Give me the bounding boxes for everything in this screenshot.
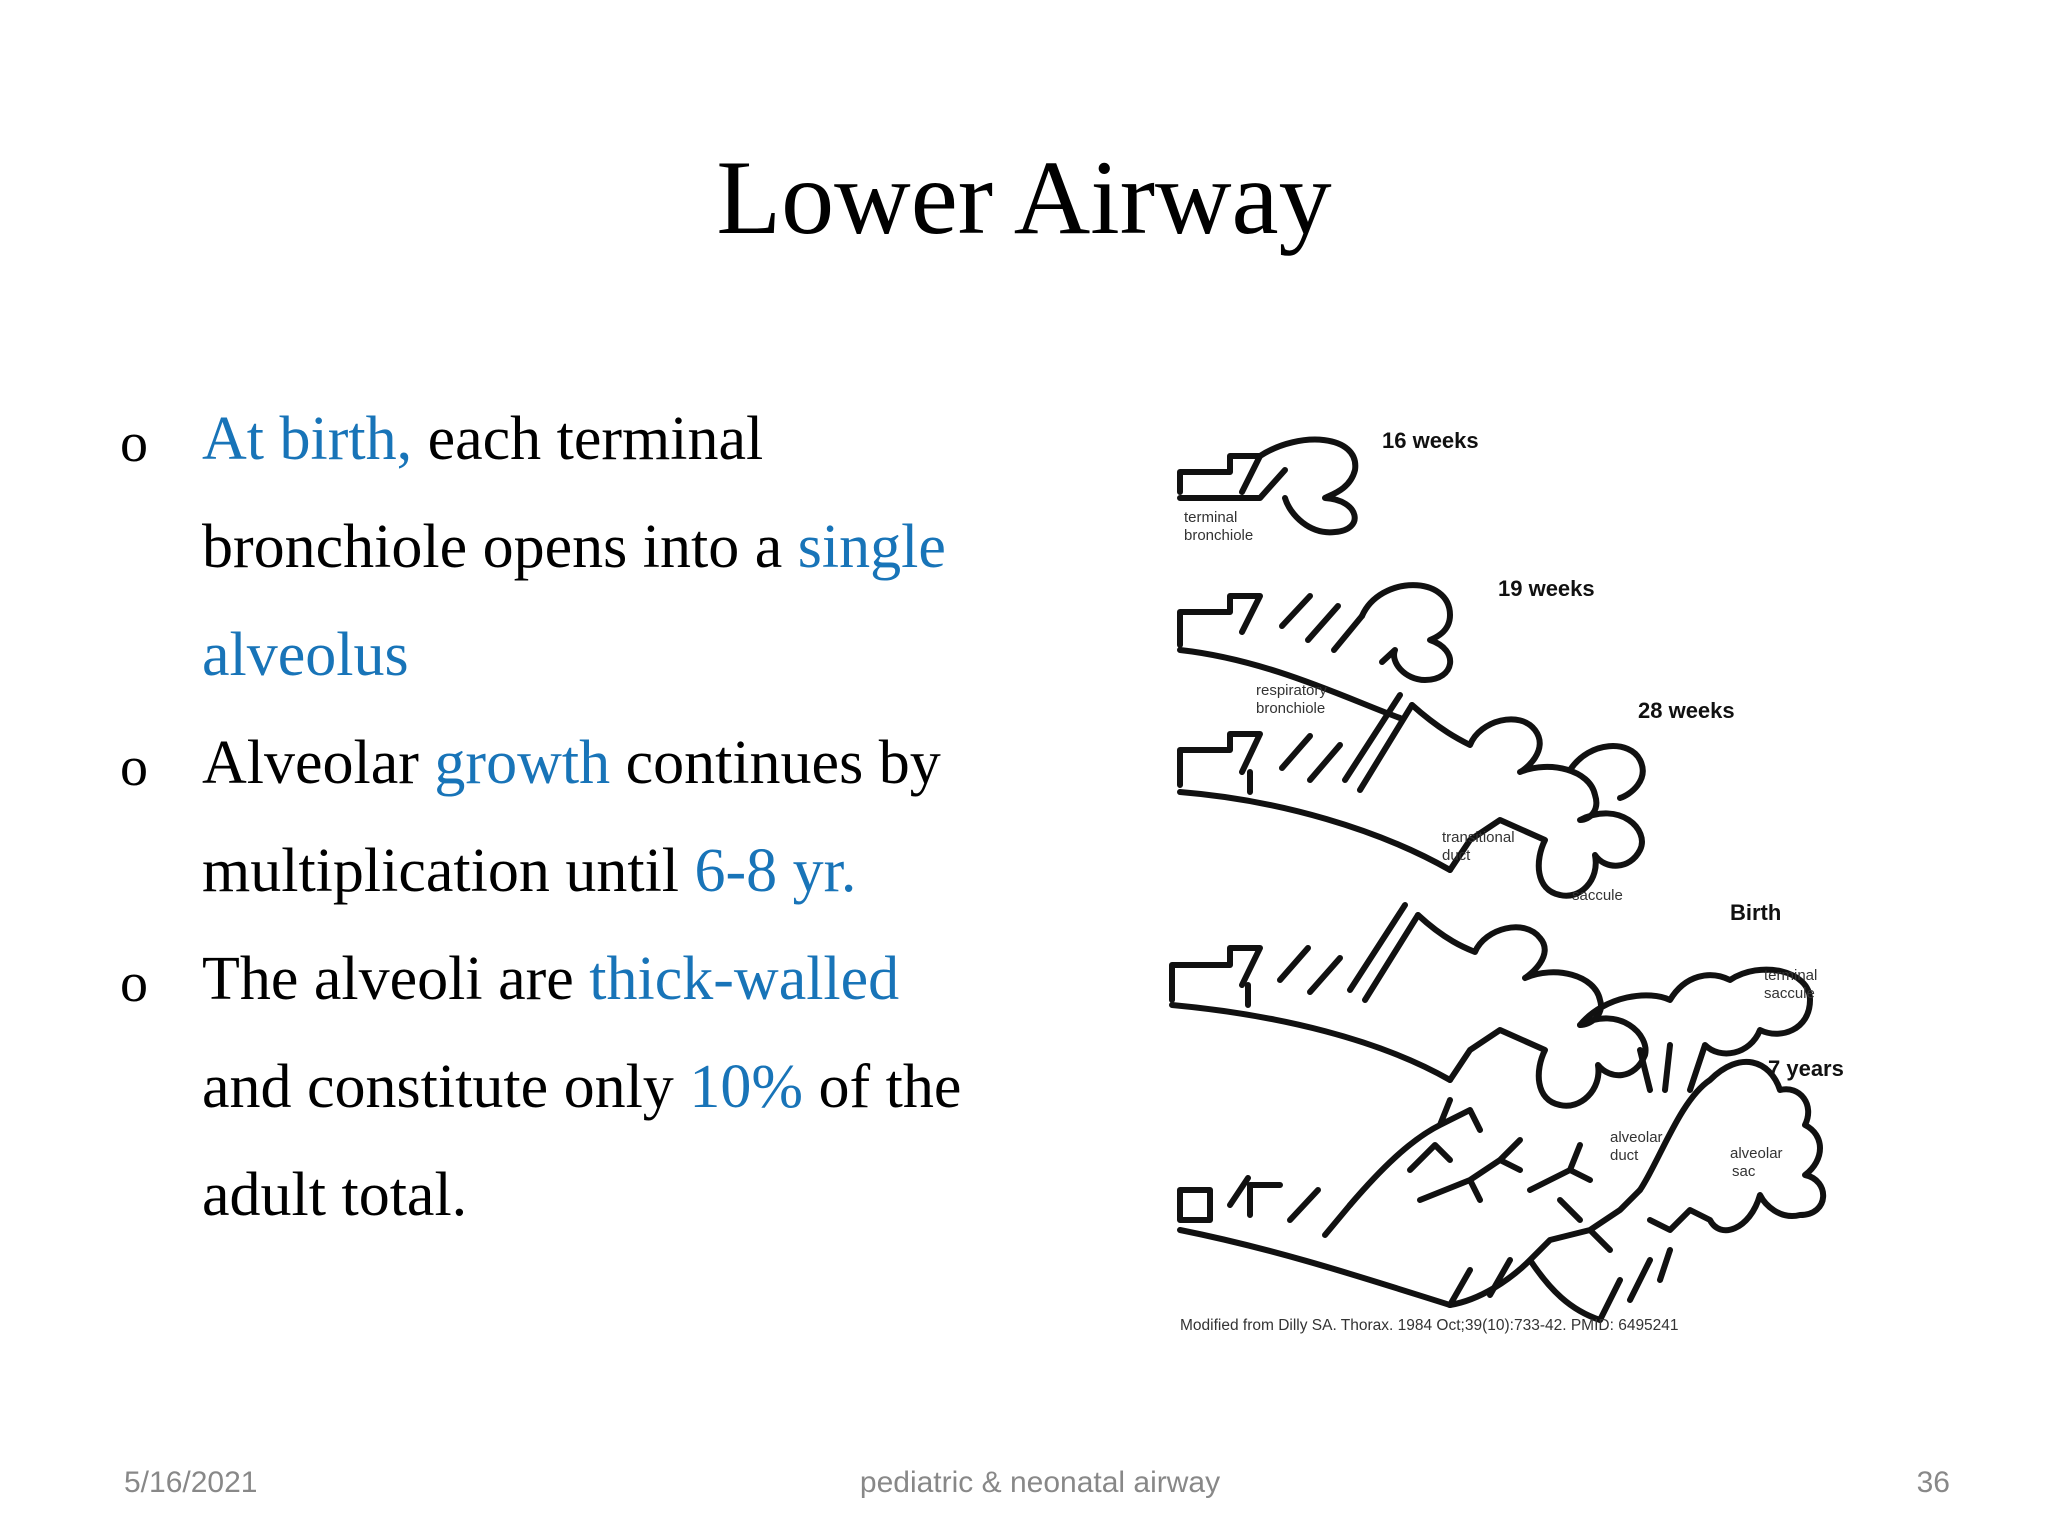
- bullet-item: [120, 709, 1000, 925]
- bullet-segment: Alveolar: [202, 729, 435, 797]
- bullet-marker: o: [120, 952, 148, 1014]
- footer-page-number: 36: [1916, 1466, 1950, 1499]
- bullet-segment: The alveoli are: [202, 945, 590, 1013]
- bullet-segment: each terminal bronchiole opens into a: [202, 405, 798, 581]
- label-terminal-bronchiole: terminal: [1184, 509, 1238, 526]
- label-transitional-duct: duct: [1442, 847, 1471, 864]
- stage-label-28-weeks: 28 weeks: [1638, 698, 1735, 723]
- stage-label-birth: Birth: [1730, 900, 1782, 925]
- bullet-highlight: 6-8 yr.: [694, 837, 857, 905]
- stage-label-7-years: 7 years: [1768, 1056, 1844, 1081]
- footer-date: 5/16/2021: [124, 1466, 258, 1499]
- slide-title: Lower Airway: [716, 139, 1332, 256]
- label-terminal-saccule: saccule: [1764, 985, 1815, 1002]
- label-respiratory-bronchiole: bronchiole: [1256, 700, 1326, 717]
- figure-caption: Modified from Dilly SA. Thorax. 1984 Oct;39(10):733-42. PMID: 6495241: [1180, 1317, 1679, 1334]
- bullet-segment: and constitute only: [202, 1053, 690, 1121]
- bullet-item: [120, 385, 1000, 709]
- bullet-item: [120, 925, 1000, 1249]
- label-saccule: saccule: [1572, 887, 1623, 904]
- footer-title: pediatric & neonatal airway: [859, 1466, 1221, 1499]
- label-alveolar-duct: duct: [1610, 1147, 1639, 1164]
- label-terminal-saccule: terminal: [1764, 967, 1818, 984]
- label-transitional-duct: transitional: [1442, 829, 1515, 846]
- bullet-text: [202, 709, 1000, 925]
- bullet-text: [202, 385, 1000, 709]
- label-alveolar-sac: alveolar: [1730, 1145, 1783, 1162]
- bullet-text: [202, 925, 1000, 1249]
- stage-label-16-weeks: 16 weeks: [1382, 428, 1479, 453]
- stage-28-weeks-drawing: [1180, 695, 1643, 896]
- label-alveolar-sac: sac: [1732, 1163, 1756, 1180]
- label-respiratory-bronchiole: respiratory: [1256, 682, 1327, 699]
- bullet-highlight: At birth,: [202, 405, 413, 473]
- stage-7-years-drawing: [1180, 1062, 1823, 1320]
- bullet-list: [120, 385, 1000, 1249]
- stage-label-19-weeks: 19 weeks: [1498, 576, 1595, 601]
- bullet-marker: o: [120, 736, 148, 798]
- bullet-highlight: growth: [434, 729, 611, 797]
- alveolar-development-diagram: [1150, 400, 1870, 1360]
- label-terminal-bronchiole: bronchiole: [1184, 527, 1254, 544]
- bullet-highlight: thick-walled: [589, 945, 900, 1013]
- bullet-segment: of the adult total.: [202, 1053, 962, 1229]
- bullet-marker: o: [120, 412, 148, 474]
- bullet-segment: continues by multiplication until: [202, 729, 941, 905]
- label-alveolar-duct: alveolar: [1610, 1129, 1663, 1146]
- bullet-highlight: 10%: [689, 1053, 803, 1121]
- bullet-highlight: single alveolus: [202, 513, 946, 689]
